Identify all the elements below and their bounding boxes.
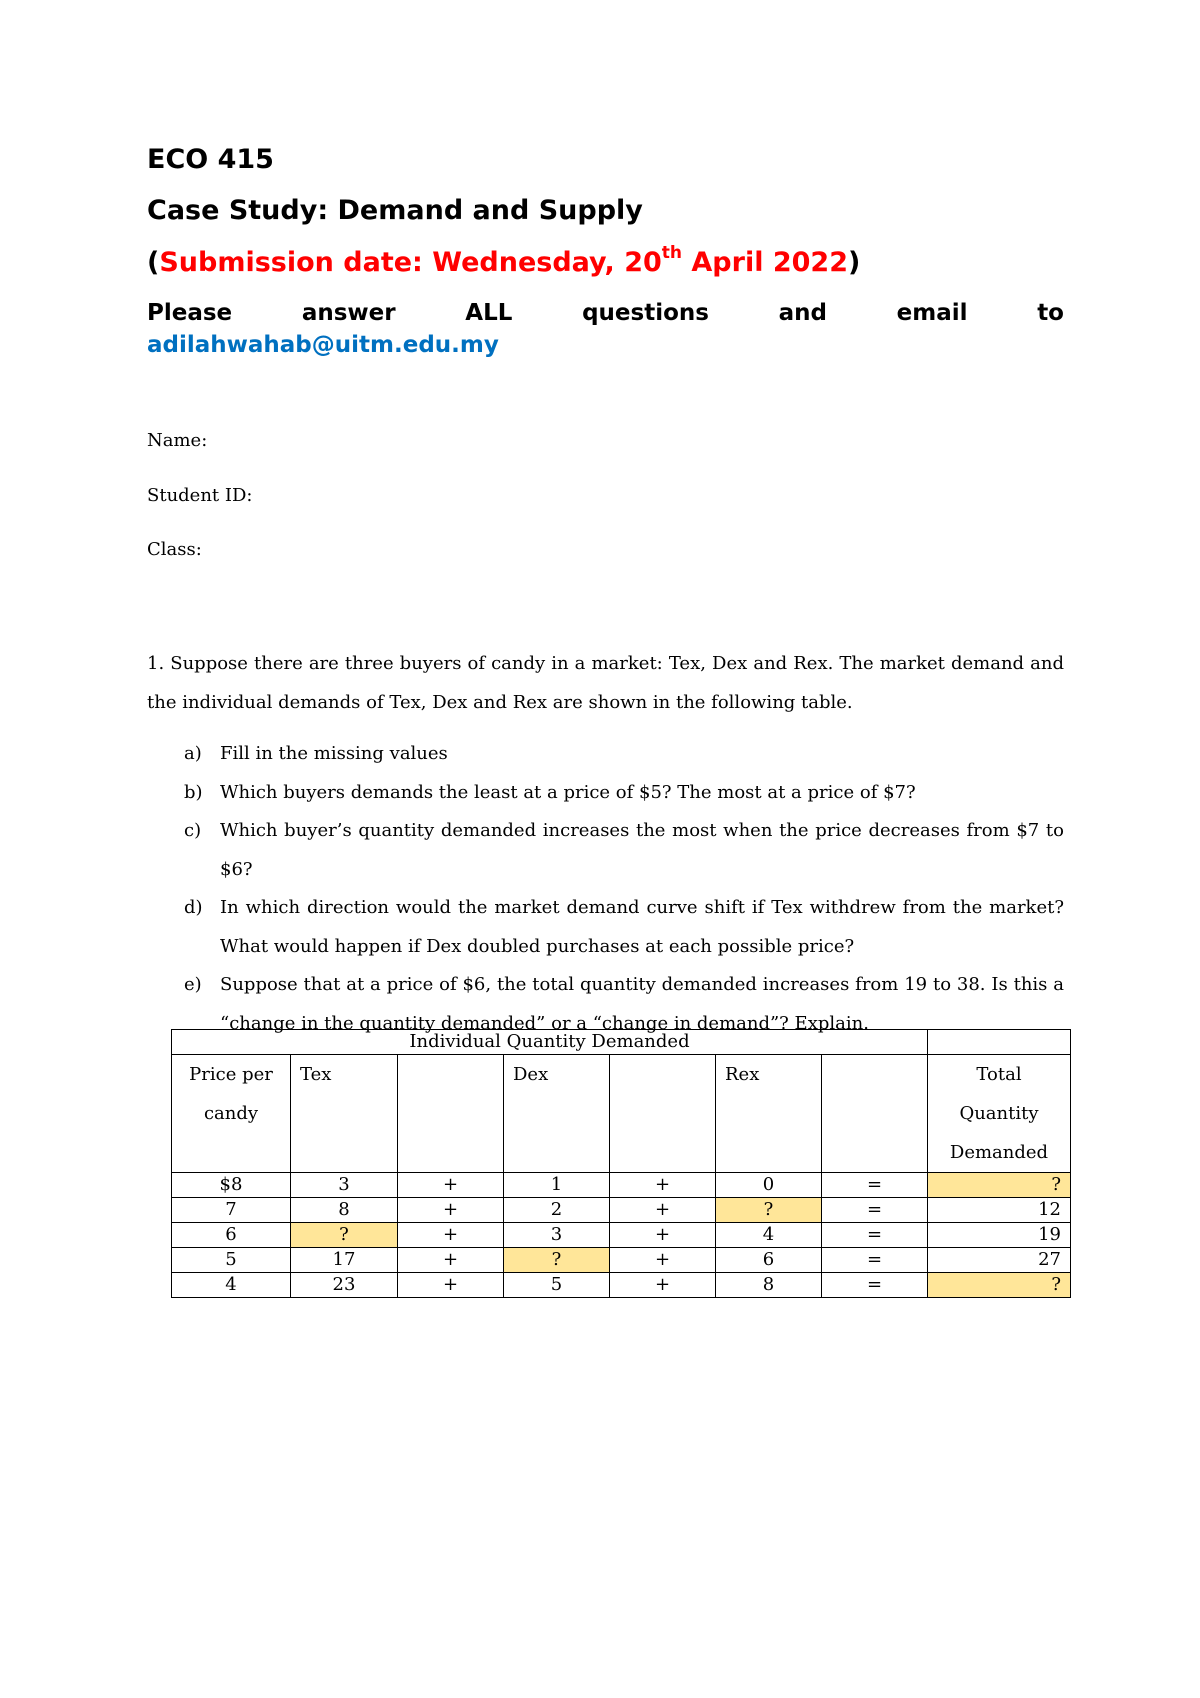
cell-price: 5 — [172, 1248, 291, 1273]
empty-cell — [398, 1055, 504, 1173]
cell-op: + — [398, 1223, 504, 1248]
cell-price: 6 — [172, 1223, 291, 1248]
submission-text — [159, 243, 849, 278]
cell-op: + — [398, 1173, 504, 1198]
item-text: Which buyers demands the least at a price of $5? The most at a price of $7? — [220, 781, 916, 803]
instr-word: email — [896, 300, 968, 326]
item-label: b) — [184, 781, 203, 803]
cell-tex: 23 — [291, 1273, 398, 1298]
course-code: ECO 415 — [147, 144, 274, 175]
table-row — [172, 1223, 1071, 1248]
cell-eq: = — [822, 1248, 928, 1273]
email-address[interactable]: adilahwahab@uitm.edu.my — [147, 332, 499, 358]
submission-date-sup: th — [661, 243, 683, 263]
item-label: e) — [184, 974, 202, 995]
case-study-title: Case Study: Demand and Supply — [147, 195, 643, 226]
list-item — [147, 774, 1064, 813]
table-row — [172, 1198, 1071, 1223]
cell-tex: 8 — [291, 1198, 398, 1223]
group-header: Individual Quantity Demanded — [172, 1030, 928, 1055]
cell-eq: = — [822, 1173, 928, 1198]
cell-op: + — [398, 1273, 504, 1298]
item-label: a) — [184, 743, 202, 764]
list-item — [147, 812, 1064, 889]
cell-eq: = — [822, 1198, 928, 1223]
class-field-label: Class: — [147, 539, 202, 560]
item-text: Which buyer’s quantity demanded increases the most when the price decreases from $7 to $6? — [220, 820, 1064, 880]
paren-open: ( — [147, 247, 160, 278]
cell-dex: 5 — [504, 1273, 610, 1298]
col-header-price: Price per candy — [172, 1055, 291, 1173]
cell-eq: = — [822, 1223, 928, 1248]
paren-close: ) — [848, 247, 861, 278]
cell-dex: 1 — [504, 1173, 610, 1198]
item-label: d) — [184, 897, 203, 918]
instr-word: questions — [582, 300, 709, 326]
cell-dex: 2 — [504, 1198, 610, 1223]
cell-tex-missing[interactable]: ? — [291, 1223, 398, 1248]
submission-date-text: Submission date: Wednesday, 20 — [159, 247, 662, 278]
list-item — [147, 735, 1064, 774]
cell-op: + — [610, 1223, 716, 1248]
cell-eq: = — [822, 1273, 928, 1298]
cell-rex: 4 — [716, 1223, 822, 1248]
cell-price: $8 — [172, 1173, 291, 1198]
cell-total-missing[interactable]: ? — [928, 1273, 1071, 1298]
instr-word: ALL — [465, 300, 513, 326]
cell-tex: 3 — [291, 1173, 398, 1198]
cell-rex: 8 — [716, 1273, 822, 1298]
cell-op: + — [610, 1198, 716, 1223]
cell-tex: 17 — [291, 1248, 398, 1273]
empty-cell — [928, 1030, 1071, 1055]
empty-cell — [822, 1055, 928, 1173]
demand-table — [171, 1029, 1071, 1298]
student-id-field-label: Student ID: — [147, 485, 253, 506]
instr-word: and — [778, 300, 827, 326]
list-item — [147, 889, 1064, 966]
cell-total-missing[interactable]: ? — [928, 1173, 1071, 1198]
cell-price: 4 — [172, 1273, 291, 1298]
question-1-intro: 1. Suppose there are three buyers of candy in a market: Tex, Dex and Rex. The market demand and the individual demands of Tex, Dex and Rex are shown in the following table. — [147, 653, 1064, 713]
item-label: c) — [184, 820, 202, 841]
table-row — [172, 1273, 1071, 1298]
table-row — [172, 1248, 1071, 1273]
item-text: Fill in the missing values — [220, 743, 448, 764]
col-header-rex: Rex — [716, 1055, 822, 1173]
cell-rex: 0 — [716, 1173, 822, 1198]
cell-op: + — [610, 1273, 716, 1298]
cell-op: + — [398, 1248, 504, 1273]
submission-date — [147, 243, 861, 278]
instr-word: Please — [147, 300, 233, 326]
cell-rex: 6 — [716, 1248, 822, 1273]
cell-dex-missing[interactable]: ? — [504, 1248, 610, 1273]
cell-total: 27 — [928, 1248, 1071, 1273]
col-header-total: Total Quantity Demanded — [928, 1055, 1071, 1173]
item-text: Suppose that at a price of $6, the total quantity demanded increases from 19 to 38. Is this a “change in the quantity demanded” or a “change in demand”? Explain. — [220, 974, 1064, 1034]
cell-op: + — [610, 1248, 716, 1273]
cell-total: 19 — [928, 1223, 1071, 1248]
cell-price: 7 — [172, 1198, 291, 1223]
instr-word: answer — [301, 300, 396, 326]
cell-op: + — [398, 1198, 504, 1223]
cell-rex-missing[interactable]: ? — [716, 1198, 822, 1223]
instr-word: to — [1037, 300, 1064, 326]
submission-date-end: April 2022 — [682, 247, 849, 278]
table-row — [172, 1173, 1071, 1198]
instructions-line — [147, 300, 1064, 326]
item-text: In which direction would the market demand curve shift if Tex withdrew from the market? What would happen if Dex doubled purchases at each possible price? — [220, 897, 1064, 957]
col-header-dex: Dex — [504, 1055, 610, 1173]
cell-op: + — [610, 1173, 716, 1198]
table-group-header-row — [172, 1030, 1071, 1055]
question-1-subitems — [147, 735, 1064, 1043]
empty-cell — [610, 1055, 716, 1173]
cell-total: 12 — [928, 1198, 1071, 1223]
table-header-row — [172, 1055, 1071, 1173]
cell-dex: 3 — [504, 1223, 610, 1248]
name-field-label: Name: — [147, 430, 208, 451]
col-header-tex: Tex — [291, 1055, 398, 1173]
